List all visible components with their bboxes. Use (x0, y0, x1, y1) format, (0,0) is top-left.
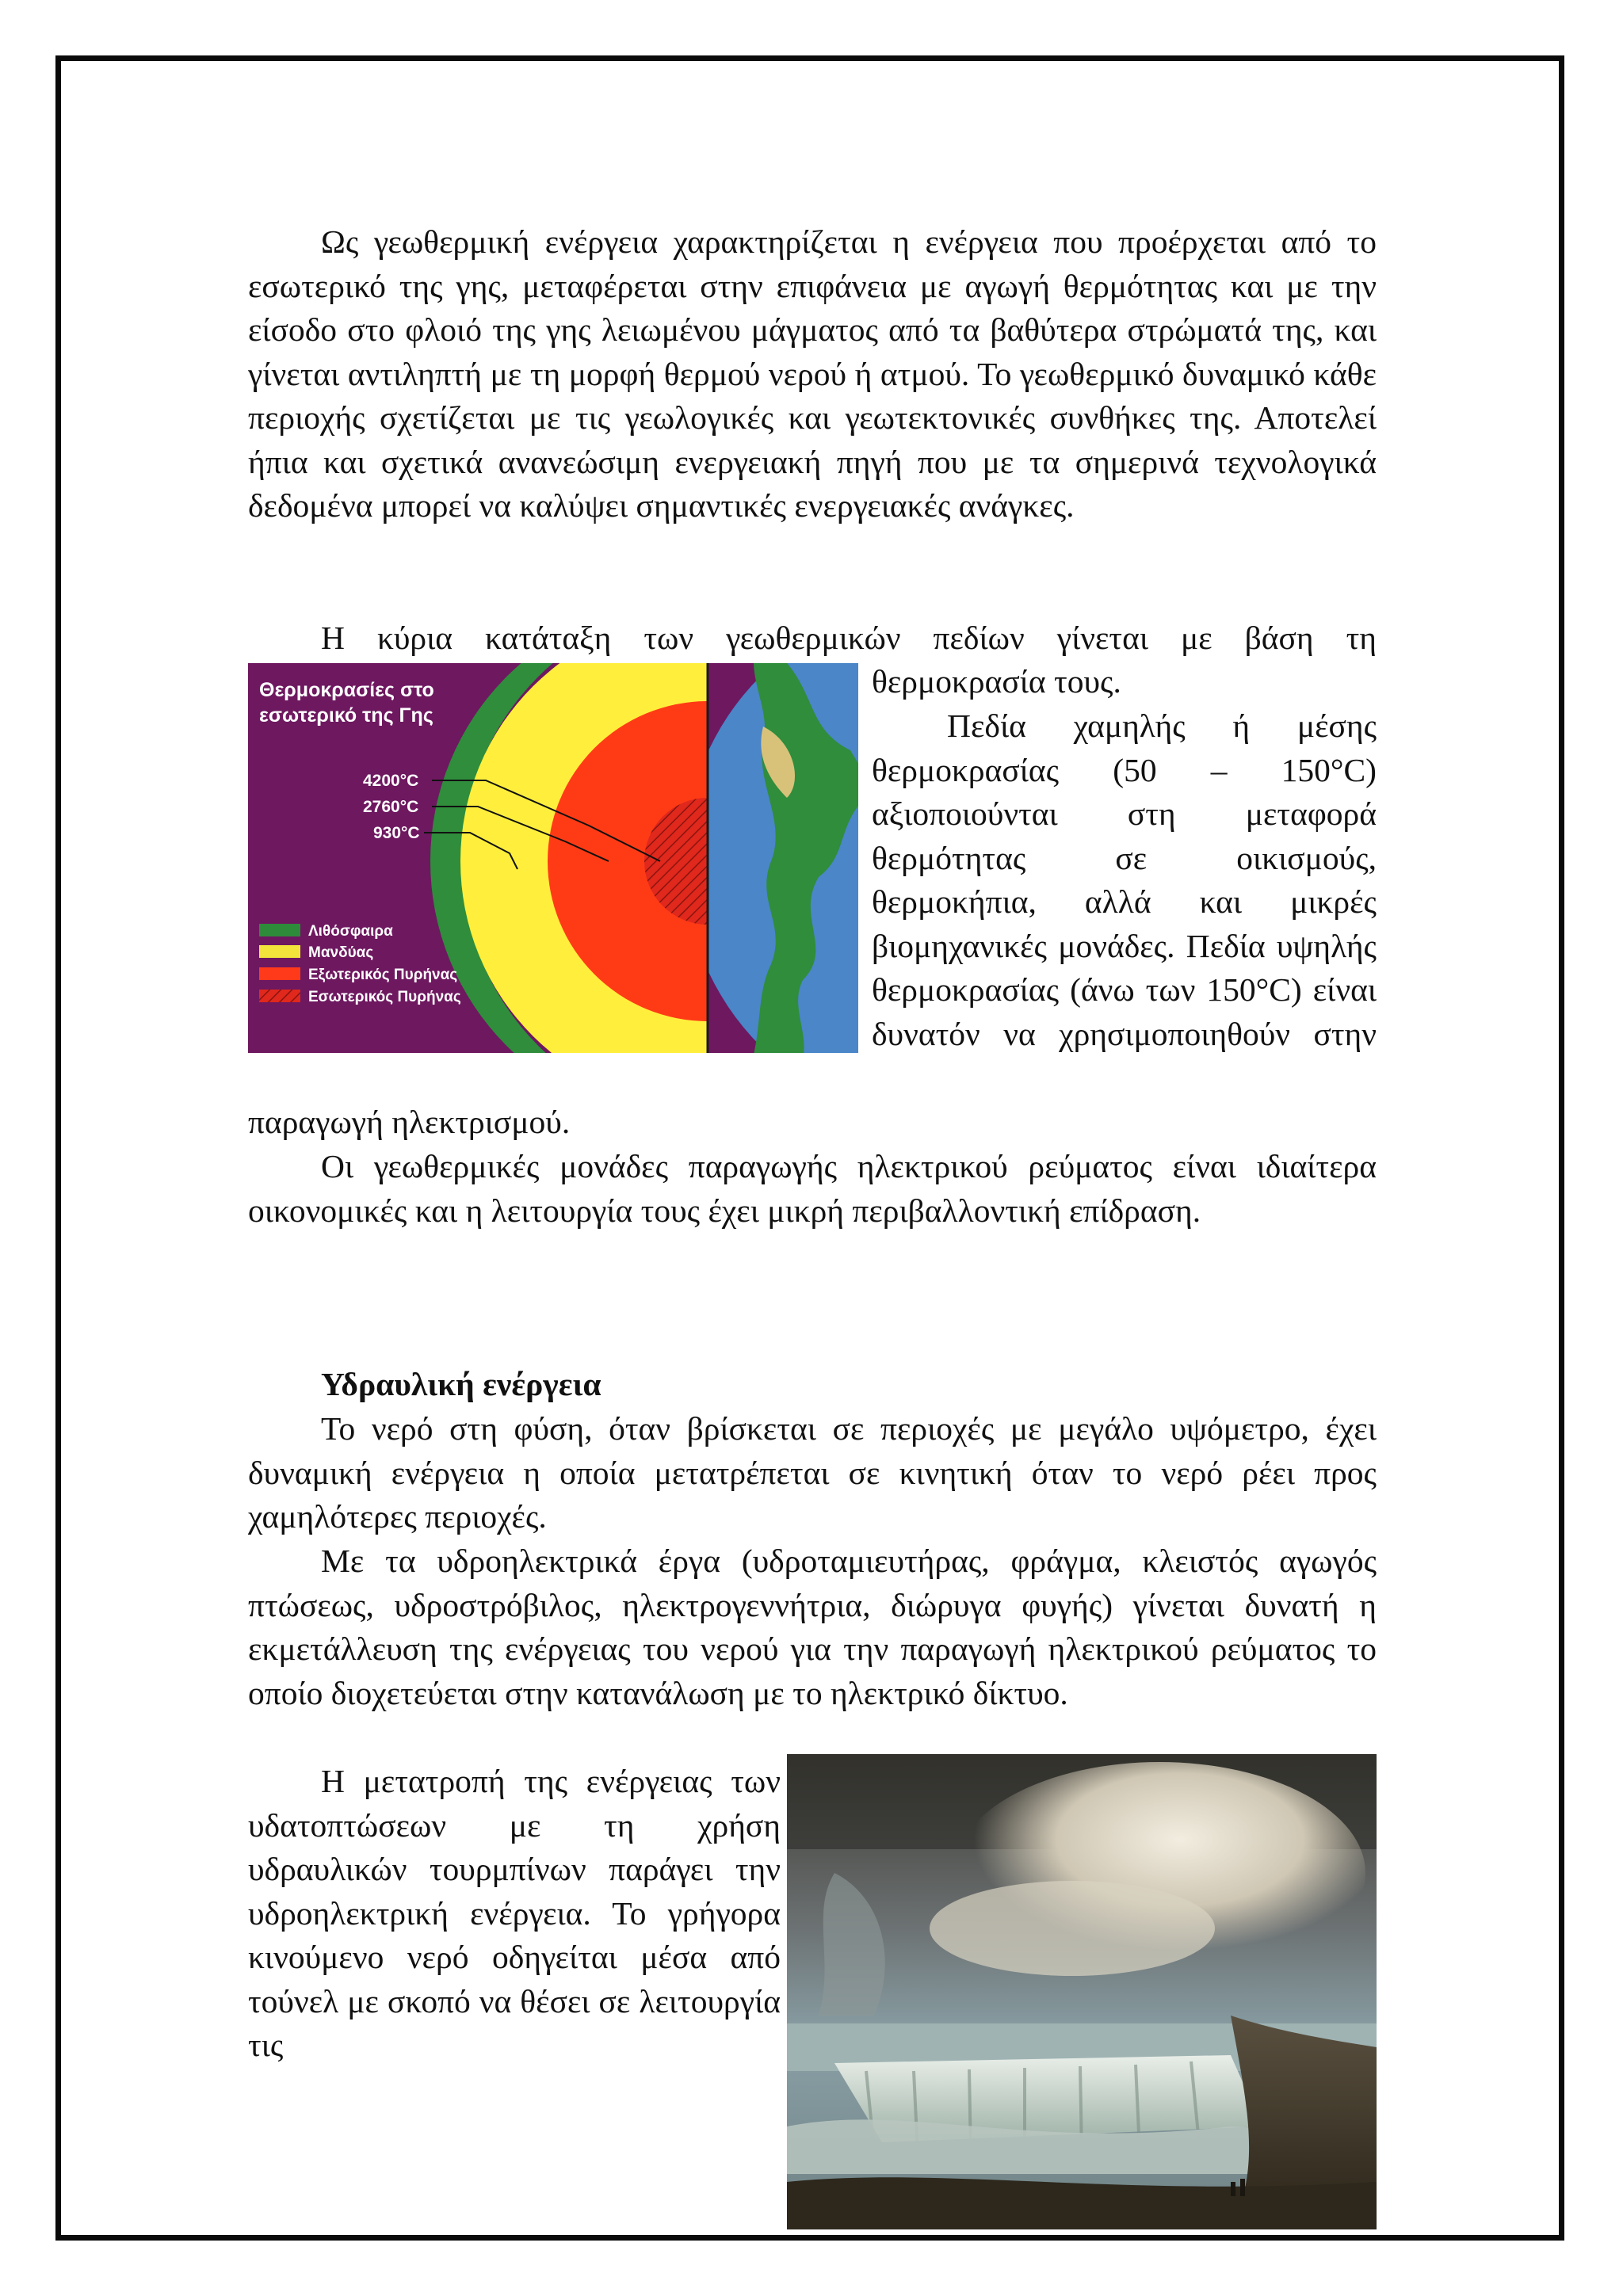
hydraulic-paragraph-3: Η μετατροπή της ενέργειας των υδατοπτώσεων με τη χρήση υδραυλικών τουρμπίνων παράγει την υδροηλεκτρική ενέργεια. Το γρήγορα κινούμενο νερό οδηγείται μέσα από τούνελ με σκοπό να θέσει σε λειτουργία τις (248, 1763, 781, 2063)
classification-tail-line: θερμοκρασία τους. (872, 663, 1121, 700)
legend-swatch-mantle (259, 945, 300, 958)
figure-title-line1: Θερμοκρασίες στο (259, 679, 434, 701)
geothermal-intro-paragraph: Ως γεωθερμική ενέργεια χαρακτηρίζεται η ενέργεια που προέρχεται από το εσωτερικό της γης, μεταφέρεται στην επιφάνεια με αγωγή θερμότητας και με την είσοδο στο φλοιό της γης λειωμένου μάγματος από τα βαθύτερα στρώματά της, και γίνεται αντιληπτή με τη μορφή θερμού νερού ή ατμού. Το γεωθερμικό δυναμικό κάθε περιοχής σχετίζεται με τις γεωλογικές και γεωτεκτονικές συνθήκες της. Αποτελεί ήπια και σχετικά ανανεώσιμη ενεργειακή πηγή που με τα σημερινά τεχνολογικά δεδομένα μπορεί να καλύψει σημαντικές ενεργειακές ανάγκες. (248, 223, 1377, 524)
temp-label-930: 930°C (373, 824, 420, 842)
temperature-fields-paragraph: Πεδία χαμηλής ή μέσης θερμοκρασίας (50 – 150°C) αξιοποιούνται στη μεταφορά θερμότητας σε οικισμούς, θερμοκήπια, αλλά και μικρές βιομηχανικές μονάδες. Πεδία υψηλής θερμοκρασίας (άνω των 150°C) είναι δυνατόν να χρησιμοποιηθούν στην (872, 707, 1377, 1052)
hydraulic-paragraph-2: Με τα υδροηλεκτρικά έργα (υδροταμιευτήρας, φράγμα, κλειστός αγωγός πτώσεως, υδροστρόβιλος, ηλεκτρογεννήτρια, διώρυγα φυγής) γίνεται δυνατή η εκμετάλλευση της ενέργειας του νερού για την παραγωγή ηλεκτρικού ρεύματος το οποίο διοχετεύεται στην κατανάλωση με το ηλεκτρικό δίκτυο. (248, 1543, 1377, 1711)
legend-label-outer-core: Εξωτερικός Πυρήνας (308, 967, 458, 983)
classification-lead-line: Η κύρια κατάταξη των γεωθερμικών πεδίων γίνεται με βάση τη (321, 620, 1377, 656)
hydraulic-paragraph-1: Το νερό στη φύση, όταν βρίσκεται σε περιοχές με μεγάλο υψόμετρο, έχει δυναμική ενέργεια η οποία μετατρέπεται σε κινητική όταν το νερό ρέει προς χαμηλότερες περιοχές. (248, 1410, 1377, 1535)
geothermal-units-paragraph: Οι γεωθερμικές μονάδες παραγωγής ηλεκτρικού ρεύματος είναι ιδιαίτερα οικονομικές και η λειτουργία τους έχει μικρή περιβαλλοντική επίδραση. (248, 1148, 1377, 1229)
figure-title-line2: εσωτερικό της Γης (259, 704, 433, 727)
earth-interior-figure (248, 663, 858, 1053)
legend-label-lithosphere: Λιθόσφαιρα (308, 923, 393, 940)
waterfall-painting (787, 1754, 1377, 2229)
legend-swatch-outer-core (259, 967, 300, 980)
legend-swatch-lithosphere (259, 924, 300, 936)
legend-swatch-inner-core (259, 990, 300, 1002)
hydraulic-energy-heading: Υδραυλική ενέργεια (321, 1366, 601, 1402)
electricity-production-line: παραγωγή ηλεκτρισμού. (248, 1104, 571, 1140)
legend-label-inner-core: Εσωτερικός Πυρήνας (308, 989, 461, 1005)
temp-label-4200: 4200°C (363, 772, 419, 790)
temp-label-2760: 2760°C (363, 798, 419, 816)
legend-label-mantle: Μανδύας (308, 944, 374, 961)
